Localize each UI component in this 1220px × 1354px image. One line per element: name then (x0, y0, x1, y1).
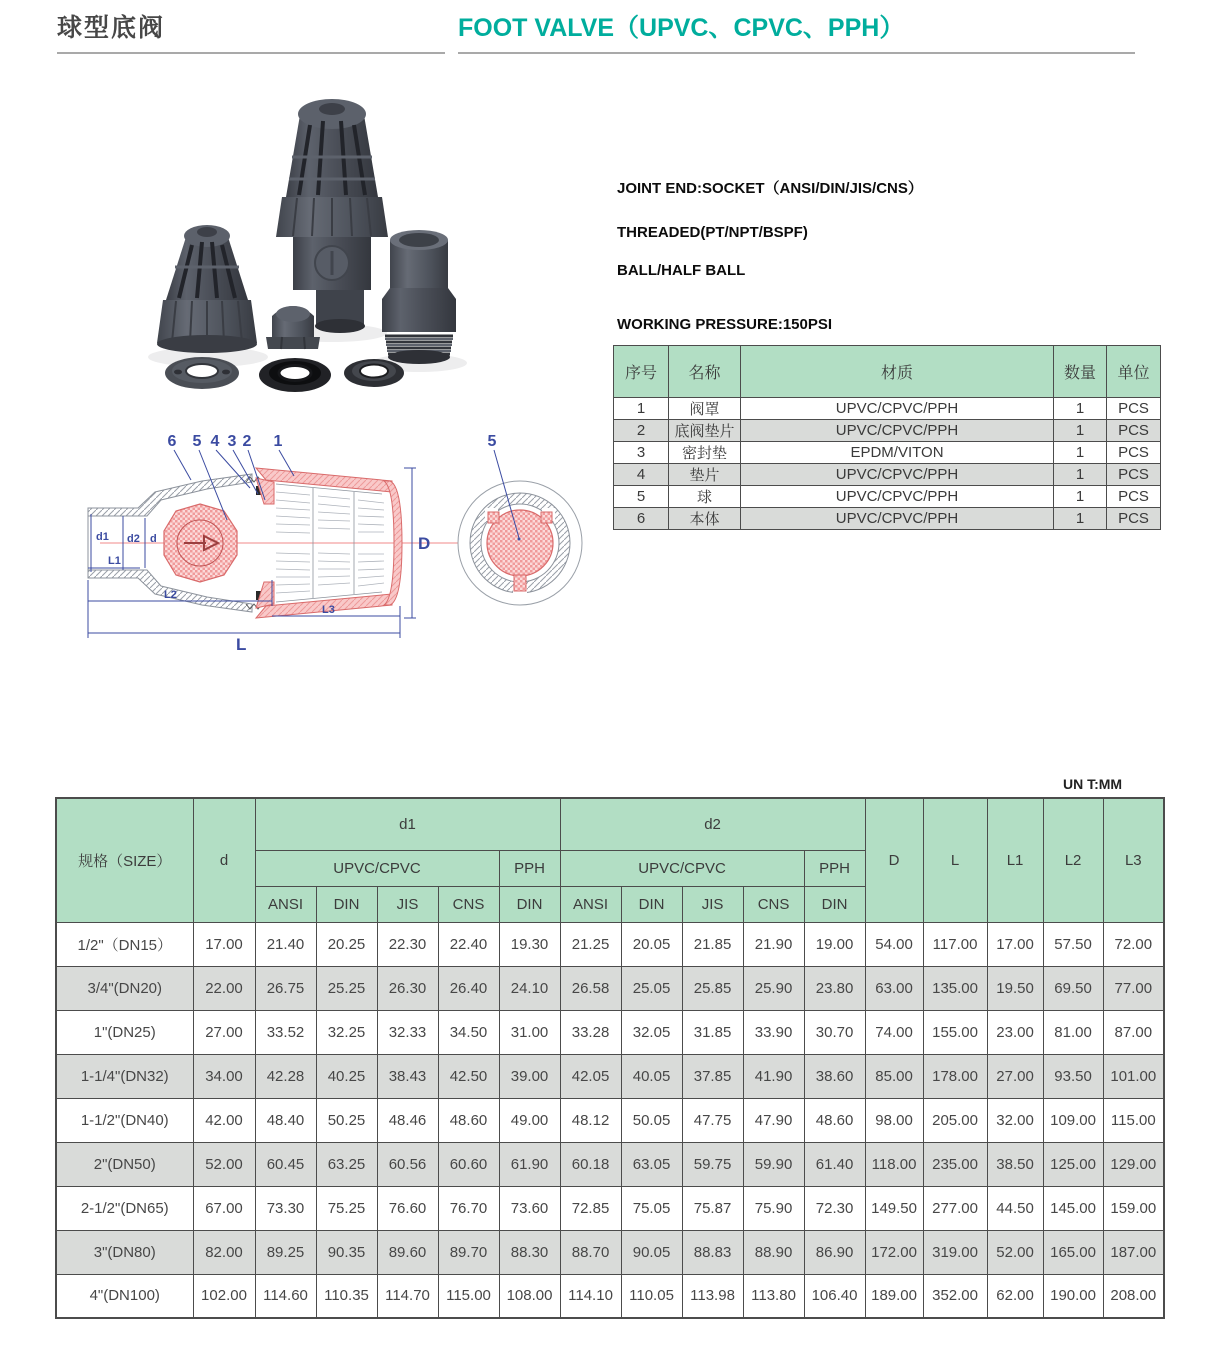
table-cell: 101.00 (1103, 1054, 1164, 1098)
table-cell: 88.30 (499, 1230, 560, 1274)
spec-list (617, 180, 923, 334)
table-cell: 89.60 (377, 1230, 438, 1274)
dim-d1: d1 (96, 531, 109, 543)
table-cell: 90.35 (316, 1230, 377, 1274)
table-cell: 本体 (669, 508, 741, 530)
table-row (56, 1274, 1164, 1318)
table-cell: 2"(DN50) (56, 1142, 193, 1186)
table-cell: 48.46 (377, 1098, 438, 1142)
std-d1-cns: CNS (438, 886, 499, 922)
table-cell: 39.00 (499, 1054, 560, 1098)
table-cell: 30.70 (804, 1010, 865, 1054)
table-cell: 42.28 (255, 1054, 316, 1098)
table-cell: 50.25 (316, 1098, 377, 1142)
table-cell: 47.90 (743, 1098, 804, 1142)
table-cell: 77.00 (1103, 966, 1164, 1010)
spec-ball: BALL/HALF BALL (617, 262, 746, 279)
table-cell: 38.60 (804, 1054, 865, 1098)
table-cell: 102.00 (193, 1274, 255, 1318)
std-d2-din: DIN (621, 886, 682, 922)
table-cell: 38.50 (987, 1142, 1043, 1186)
table-cell: 98.00 (865, 1098, 923, 1142)
table-cell: 60.18 (560, 1142, 621, 1186)
table-cell: 1 (1054, 442, 1107, 464)
table-cell: 40.05 (621, 1054, 682, 1098)
table-cell: 352.00 (923, 1274, 987, 1318)
table-cell: 3"(DN80) (56, 1230, 193, 1274)
table-row (56, 1098, 1164, 1142)
table-cell: 33.90 (743, 1010, 804, 1054)
table-cell: 20.25 (316, 922, 377, 966)
table-cell: 球 (669, 486, 741, 508)
table-cell: 31.00 (499, 1010, 560, 1054)
table-cell: 115.00 (1103, 1098, 1164, 1142)
table-cell: 1"(DN25) (56, 1010, 193, 1054)
dim-header-row-1 (56, 798, 1164, 850)
table-row (614, 486, 1161, 508)
page-title-en: FOOT VALVE（UPVC、CPVC、PPH） (458, 14, 905, 42)
table-cell: 26.40 (438, 966, 499, 1010)
table-cell: 110.35 (316, 1274, 377, 1318)
table-cell: 34.50 (438, 1010, 499, 1054)
table-row (56, 966, 1164, 1010)
table-cell: 76.60 (377, 1186, 438, 1230)
spec-joint-end: JOINT END:SOCKET（ANSI/DIN/JIS/CNS） (617, 180, 923, 197)
table-cell: 60.45 (255, 1142, 316, 1186)
table-cell: 109.00 (1043, 1098, 1103, 1142)
table-cell: 135.00 (923, 966, 987, 1010)
foot-valve-small (157, 225, 257, 353)
col-group-d1-pph: PPH (499, 850, 560, 886)
table-cell: 87.00 (1103, 1010, 1164, 1054)
table-cell: 1 (1054, 398, 1107, 420)
table-cell: 319.00 (923, 1230, 987, 1274)
callout-4: 4 (210, 433, 220, 450)
table-row (614, 464, 1161, 486)
table-cell: 23.00 (987, 1010, 1043, 1054)
callout-2: 2 (242, 433, 252, 450)
table-cell: 59.75 (682, 1142, 743, 1186)
dim-d2: d2 (127, 533, 140, 545)
table-cell: 37.85 (682, 1054, 743, 1098)
table-cell: 4"(DN100) (56, 1274, 193, 1318)
table-cell: 72.85 (560, 1186, 621, 1230)
dim-d: d (150, 533, 157, 545)
col-header-size: 规格（SIZE） (56, 798, 193, 922)
table-cell: 20.05 (621, 922, 682, 966)
table-row (614, 508, 1161, 530)
table-cell: 61.90 (499, 1142, 560, 1186)
std-d1-pph-din: DIN (499, 886, 560, 922)
table-cell: PCS (1107, 464, 1161, 486)
table-cell: 底阀垫片 (669, 420, 741, 442)
col-header-unit: 单位 (1107, 346, 1161, 398)
table-cell: 75.05 (621, 1186, 682, 1230)
table-cell: 27.00 (193, 1010, 255, 1054)
technical-drawing (60, 420, 600, 660)
table-cell: 25.05 (621, 966, 682, 1010)
table-cell: 5 (614, 486, 669, 508)
table-cell: 26.75 (255, 966, 316, 1010)
table-cell: 165.00 (1043, 1230, 1103, 1274)
table-cell: 61.40 (804, 1142, 865, 1186)
table-cell: 4 (614, 464, 669, 486)
table-cell: 22.00 (193, 966, 255, 1010)
table-cell: EPDM/VITON (741, 442, 1054, 464)
table-cell: 114.60 (255, 1274, 316, 1318)
table-cell: 6 (614, 508, 669, 530)
col-group-d2: d2 (560, 798, 865, 850)
table-cell: 49.00 (499, 1098, 560, 1142)
header-left (57, 8, 445, 54)
table-cell: 24.10 (499, 966, 560, 1010)
table-cell: 205.00 (923, 1098, 987, 1142)
table-cell: 93.50 (1043, 1054, 1103, 1098)
table-cell: 48.12 (560, 1098, 621, 1142)
table-cell: 26.30 (377, 966, 438, 1010)
table-row (56, 1054, 1164, 1098)
table-cell: 178.00 (923, 1054, 987, 1098)
product-photo (60, 85, 580, 415)
table-cell: 81.00 (1043, 1010, 1103, 1054)
table-cell: 48.40 (255, 1098, 316, 1142)
table-cell: 44.50 (987, 1186, 1043, 1230)
table-cell: 117.00 (923, 922, 987, 966)
table-cell: 2-1/2"(DN65) (56, 1186, 193, 1230)
table-cell: 42.00 (193, 1098, 255, 1142)
page-header (57, 8, 1135, 54)
table-cell: 113.98 (682, 1274, 743, 1318)
table-cell: 145.00 (1043, 1186, 1103, 1230)
table-cell: UPVC/CPVC/PPH (741, 464, 1054, 486)
table-cell: 63.05 (621, 1142, 682, 1186)
col-header-D: D (865, 798, 923, 922)
table-cell: 155.00 (923, 1010, 987, 1054)
table-cell: 88.83 (682, 1230, 743, 1274)
table-cell: 59.90 (743, 1142, 804, 1186)
spec-threaded: THREADED(PT/NPT/BSPF) (617, 224, 808, 241)
table-cell: 88.90 (743, 1230, 804, 1274)
table-row (614, 420, 1161, 442)
table-cell: 82.00 (193, 1230, 255, 1274)
table-cell: 1 (1054, 508, 1107, 530)
table-row (56, 1010, 1164, 1054)
table-cell: 75.90 (743, 1186, 804, 1230)
dim-l: L (236, 635, 247, 654)
foot-valve-large (276, 99, 388, 333)
table-cell: 73.30 (255, 1186, 316, 1230)
col-group-d1-upvc: UPVC/CPVC (255, 850, 499, 886)
table-cell: 21.85 (682, 922, 743, 966)
table-cell: 60.60 (438, 1142, 499, 1186)
unit-note: UN T:MM (1063, 776, 1123, 792)
table-cell: 52.00 (193, 1142, 255, 1186)
table-cell: 114.70 (377, 1274, 438, 1318)
table-cell: UPVC/CPVC/PPH (741, 486, 1054, 508)
table-cell: 2 (614, 420, 669, 442)
table-cell: 32.25 (316, 1010, 377, 1054)
callout-6: 6 (167, 433, 177, 450)
table-cell: PCS (1107, 486, 1161, 508)
table-cell: 33.28 (560, 1010, 621, 1054)
col-header-L: L (923, 798, 987, 922)
table-cell: PCS (1107, 508, 1161, 530)
table-cell: 110.05 (621, 1274, 682, 1318)
table-cell: 149.50 (865, 1186, 923, 1230)
table-cell: UPVC/CPVC/PPH (741, 508, 1054, 530)
table-cell: 1 (1054, 486, 1107, 508)
table-row (56, 1230, 1164, 1274)
table-cell: 1 (1054, 420, 1107, 442)
table-cell: 31.85 (682, 1010, 743, 1054)
table-cell: 63.25 (316, 1142, 377, 1186)
table-cell: 48.60 (438, 1098, 499, 1142)
table-cell: PCS (1107, 442, 1161, 464)
table-cell: 25.85 (682, 966, 743, 1010)
table-cell: 50.05 (621, 1098, 682, 1142)
std-d2-cns: CNS (743, 886, 804, 922)
table-cell: 73.60 (499, 1186, 560, 1230)
table-cell: 114.10 (560, 1274, 621, 1318)
valve-cap (266, 306, 320, 349)
table-cell: 235.00 (923, 1142, 987, 1186)
table-cell: 21.25 (560, 922, 621, 966)
table-cell: 1 (614, 398, 669, 420)
callout-5-endview: 5 (487, 433, 497, 450)
table-row (614, 398, 1161, 420)
std-d2-pph-din: DIN (804, 886, 865, 922)
table-cell: 27.00 (987, 1054, 1043, 1098)
dim-l1: L1 (108, 555, 121, 567)
table-cell: 垫片 (669, 464, 741, 486)
table-cell: 33.52 (255, 1010, 316, 1054)
table-row (56, 1142, 1164, 1186)
table-cell: 19.00 (804, 922, 865, 966)
col-header-material: 材质 (741, 346, 1054, 398)
table-cell: 57.50 (1043, 922, 1103, 966)
table-cell: 63.00 (865, 966, 923, 1010)
table-cell: 47.75 (682, 1098, 743, 1142)
table-cell: 89.25 (255, 1230, 316, 1274)
gasket-plate (165, 357, 239, 389)
table-cell: 48.60 (804, 1098, 865, 1142)
callout-3: 3 (227, 433, 237, 450)
parts-table (613, 345, 1161, 530)
gasket-ring (344, 359, 404, 387)
table-cell: 52.00 (987, 1230, 1043, 1274)
table-cell: 22.30 (377, 922, 438, 966)
table-cell: 阀罩 (669, 398, 741, 420)
table-row (56, 1186, 1164, 1230)
std-d1-ansi: ANSI (255, 886, 316, 922)
table-cell: 277.00 (923, 1186, 987, 1230)
dimension-table (55, 797, 1165, 1319)
table-cell: 19.50 (987, 966, 1043, 1010)
table-cell: PCS (1107, 398, 1161, 420)
callout-5: 5 (192, 433, 202, 450)
socket-fitting (382, 230, 456, 364)
col-header-name: 名称 (669, 346, 741, 398)
table-cell: UPVC/CPVC/PPH (741, 420, 1054, 442)
table-cell: 187.00 (1103, 1230, 1164, 1274)
table-cell: 32.05 (621, 1010, 682, 1054)
table-cell: 54.00 (865, 922, 923, 966)
table-cell: 72.00 (1103, 922, 1164, 966)
col-header-qty: 数量 (1054, 346, 1107, 398)
table-cell: 21.90 (743, 922, 804, 966)
table-cell: 208.00 (1103, 1274, 1164, 1318)
table-cell: 115.00 (438, 1274, 499, 1318)
ball-section (164, 504, 237, 582)
dim-d-outer: D (418, 534, 431, 553)
table-cell: 76.70 (438, 1186, 499, 1230)
table-cell: 90.05 (621, 1230, 682, 1274)
table-cell: 89.70 (438, 1230, 499, 1274)
table-cell: 62.00 (987, 1274, 1043, 1318)
table-cell: 1-1/4"(DN32) (56, 1054, 193, 1098)
std-d2-jis: JIS (682, 886, 743, 922)
table-cell: 129.00 (1103, 1142, 1164, 1186)
table-cell: 41.90 (743, 1054, 804, 1098)
table-cell: 159.00 (1103, 1186, 1164, 1230)
table-cell: 32.33 (377, 1010, 438, 1054)
end-view (458, 433, 582, 605)
col-header-L2: L2 (1043, 798, 1103, 922)
table-cell: 69.50 (1043, 966, 1103, 1010)
page-title-zh: 球型底阀 (57, 14, 166, 42)
header-right (458, 8, 1135, 54)
gasket-rubber (259, 358, 331, 392)
table-cell: 125.00 (1043, 1142, 1103, 1186)
table-cell: 19.30 (499, 922, 560, 966)
table-cell: 60.56 (377, 1142, 438, 1186)
table-cell: 1/2"（DN15） (56, 922, 193, 966)
table-cell: 38.43 (377, 1054, 438, 1098)
col-group-d2-pph: PPH (804, 850, 865, 886)
table-cell: 172.00 (865, 1230, 923, 1274)
dimension-table-body (56, 922, 1164, 1318)
table-cell: 23.80 (804, 966, 865, 1010)
table-cell: 21.40 (255, 922, 316, 966)
col-group-d2-upvc: UPVC/CPVC (560, 850, 804, 886)
table-cell: 74.00 (865, 1010, 923, 1054)
table-cell: 85.00 (865, 1054, 923, 1098)
table-cell: 3 (614, 442, 669, 464)
table-cell: 26.58 (560, 966, 621, 1010)
table-cell: 72.30 (804, 1186, 865, 1230)
table-cell: 86.90 (804, 1230, 865, 1274)
table-row (614, 442, 1161, 464)
table-cell: 17.00 (987, 922, 1043, 966)
table-cell: 25.90 (743, 966, 804, 1010)
table-cell: 32.00 (987, 1098, 1043, 1142)
table-cell: 密封垫 (669, 442, 741, 464)
std-d1-din: DIN (316, 886, 377, 922)
table-cell: 113.80 (743, 1274, 804, 1318)
col-header-d: d (193, 798, 255, 922)
table-cell: 108.00 (499, 1274, 560, 1318)
parts-table-body (614, 398, 1161, 530)
table-cell: 1-1/2"(DN40) (56, 1098, 193, 1142)
table-cell: 1 (1054, 464, 1107, 486)
table-cell: 22.40 (438, 922, 499, 966)
table-cell: 42.05 (560, 1054, 621, 1098)
table-cell: 40.25 (316, 1054, 377, 1098)
col-header-L3: L3 (1103, 798, 1164, 922)
col-header-no: 序号 (614, 346, 669, 398)
table-cell: 34.00 (193, 1054, 255, 1098)
spec-working-pressure: WORKING PRESSURE:150PSI (617, 316, 833, 333)
col-header-L1: L1 (987, 798, 1043, 922)
std-d1-jis: JIS (377, 886, 438, 922)
table-cell: 75.25 (316, 1186, 377, 1230)
table-cell: 189.00 (865, 1274, 923, 1318)
std-d2-ansi: ANSI (560, 886, 621, 922)
parts-table-header-row (614, 346, 1161, 398)
table-row (56, 922, 1164, 966)
table-cell: UPVC/CPVC/PPH (741, 398, 1054, 420)
table-cell: 3/4"(DN20) (56, 966, 193, 1010)
col-group-d1: d1 (255, 798, 560, 850)
table-cell: 17.00 (193, 922, 255, 966)
table-cell: PCS (1107, 420, 1161, 442)
table-cell: 190.00 (1043, 1274, 1103, 1318)
callout-1: 1 (273, 433, 283, 450)
table-cell: 88.70 (560, 1230, 621, 1274)
dim-l2: L2 (164, 589, 177, 601)
table-cell: 25.25 (316, 966, 377, 1010)
table-cell: 67.00 (193, 1186, 255, 1230)
table-cell: 118.00 (865, 1142, 923, 1186)
table-cell: 42.50 (438, 1054, 499, 1098)
table-cell: 106.40 (804, 1274, 865, 1318)
dim-l3: L3 (322, 604, 335, 616)
table-cell: 75.87 (682, 1186, 743, 1230)
